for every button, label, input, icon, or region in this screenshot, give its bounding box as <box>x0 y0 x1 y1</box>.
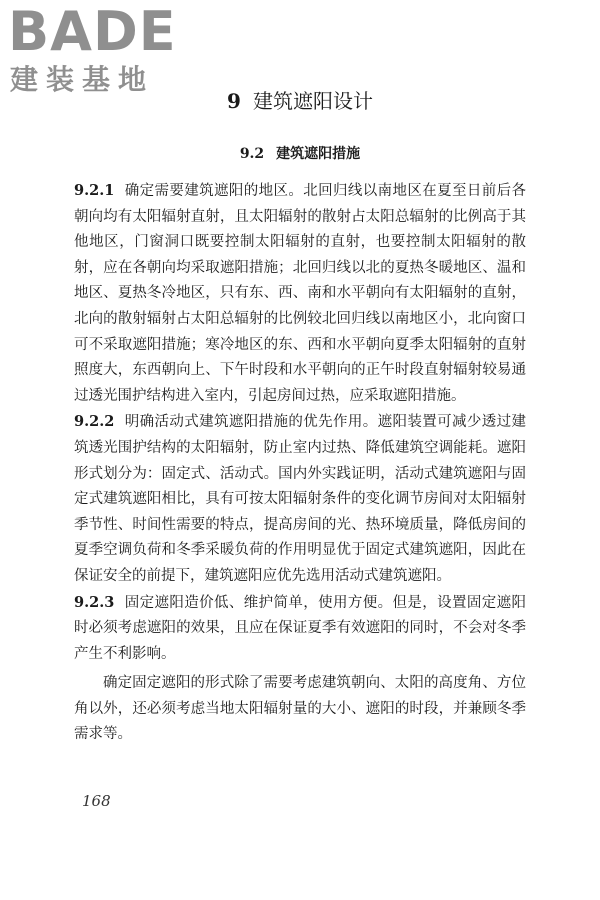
clause-text: 明确活动式建筑遮阳措施的优先作用。遮阳装置可减少透过建筑透光围护结构的太阳辐射，防止室内过热、降低建筑空调能耗。遮阳形式划分为：固定式、活动式。国内外实践证明，活动式建筑遮阳与固定式建筑遮阳相比，具有可按太阳辐射条件的变化调节房间对太阳辐射季节性、时间性需要的特点，提高房间的光、热环境质量，降低房间的夏季空调负荷和冬季采暖负荷的作用明显优于固定式建筑遮阳，因此在保证安全的前提下，建筑遮阳应优先选用活动式建筑遮阳。 <box>74 414 526 584</box>
clause-number: 9.2.3 <box>74 593 115 611</box>
clause-number: 9.2.1 <box>74 182 115 199</box>
logo-brand: BADE <box>8 0 177 63</box>
section-title <box>0 142 600 166</box>
clause-paragraph <box>74 178 526 409</box>
chapter-number: 9 <box>227 89 241 113</box>
chapter-title-text: 建筑遮阳设计 <box>252 89 373 113</box>
clause-paragraph <box>74 590 526 668</box>
page-number: 168 <box>82 792 111 810</box>
section-title-text: 建筑遮阳措施 <box>276 146 361 162</box>
clause-text: 确定需要建筑遮阳的地区。北回归线以南地区在夏至日前后各朝向均有太阳辐射直射，且太阳辐射的散射占太阳总辐射的比例高于其他地区，门窗洞口既要控制太阳辐射的直射，也要控制太阳辐射的散射，应在各朝向均采取遮阳措施；北回归线以北的夏热冬暖地区、温和地区、夏热冬冷地区，只有东、西、南和水平朝向有太阳辐射的直射，北向的散射辐射占太阳总辐射的比例较北回归线以南地区小，北向窗口可不采取遮阳措施；寒冷地区的东、西和水平朝向夏季太阳辐射的直射照度大，东西朝向上、下午时段和水平朝向的正午时段直射辐射较易通过透光围护结构进入室内，引起房间过热，应采取遮阳措施。 <box>74 183 526 404</box>
chapter-title <box>0 86 600 116</box>
body-text <box>74 178 526 748</box>
section-number: 9.2 <box>239 146 265 162</box>
clause-text: 固定遮阳造价低、维护简单，使用方便。但是，设置固定遮阳时必须考虑遮阳的效果，且应在保证夏季有效遮阳的同时，不会对冬季产生不利影响。 <box>74 594 526 662</box>
logo-subtitle: 建装基地 <box>10 63 155 96</box>
clause-number: 9.2.2 <box>74 413 115 431</box>
extra-paragraph: 确定固定遮阳的形式除了需要考虑建筑朝向、太阳的高度角、方位角以外，还必须考虑当地太阳辐射量的大小、遮阳的时段，并兼顾冬季需求等。 <box>74 675 526 743</box>
clause-paragraph <box>74 409 526 589</box>
